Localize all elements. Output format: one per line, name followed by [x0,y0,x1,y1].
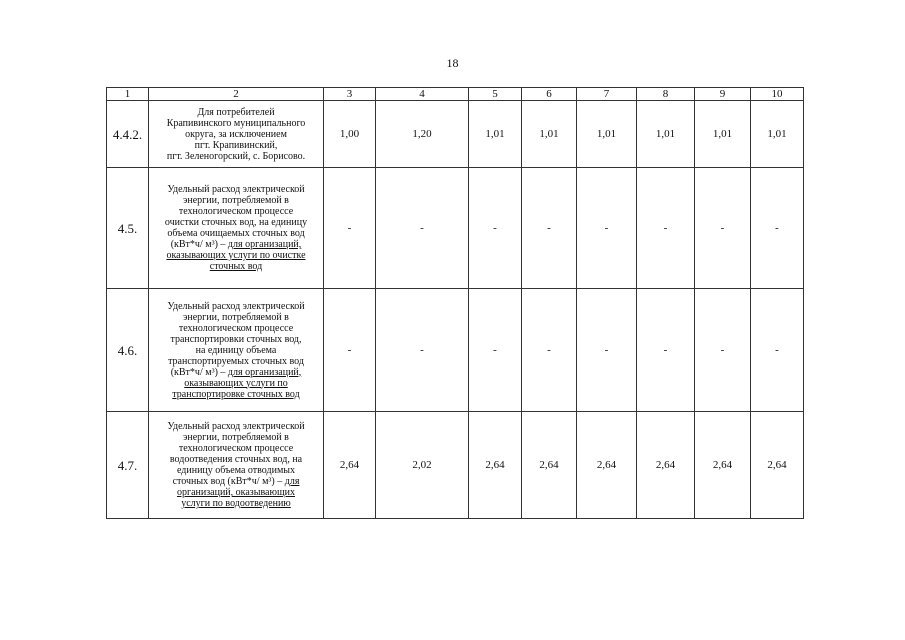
desc-line: транспортируемых сточных вод [168,355,304,367]
value-cell: 2,02 [376,412,469,519]
row-description [149,289,324,412]
desc-line: водоотведения сточных вод, на [169,454,303,465]
desc-line: единицу объема отводимых [176,465,296,476]
value-cell: - [324,289,376,412]
desc-line-underlined: организаций, оказывающих [176,487,296,498]
value-cell: 1,00 [324,101,376,168]
header-cell: 1 [107,88,149,101]
header-cell: 2 [149,88,324,101]
row-description [149,101,324,168]
desc-line: объема очищаемых сточных вод [167,228,305,239]
value-cell: 2,64 [577,412,637,519]
desc-line-underlined: для организаций, [227,239,302,250]
desc-line-underlined: оказывающих услуги по очистке [166,250,306,261]
desc-line: на единицу объема [195,344,277,356]
row-number: 4.7. [107,412,149,519]
header-cell: 4 [376,88,469,101]
desc-line: Удельный расход электрической [167,184,305,195]
header-cell: 5 [469,88,522,101]
header-cell: 8 [637,88,695,101]
value-cell: - [469,168,522,289]
desc-line-underlined: транспортировке сточных вод [172,388,300,400]
unit-text: (кВт*ч/ м³) – [170,239,228,250]
desc-line: сточных вод [172,476,228,487]
desc-line: очистки сточных вод, на единицу [164,217,308,228]
table-row [107,101,804,168]
value-cell: - [751,289,804,412]
table-row [107,289,804,412]
value-cell: 2,64 [324,412,376,519]
data-table [106,87,804,519]
value-cell: 2,64 [522,412,577,519]
value-cell: - [577,168,637,289]
value-cell: 1,01 [637,101,695,168]
row-number: 4.4.2. [107,101,149,168]
value-cell: 1,01 [577,101,637,168]
desc-line: технологическом процессе [178,206,294,217]
desc-line: транспортировки сточных вод, [170,333,302,345]
value-cell: - [376,289,469,412]
desc-line: технологическом процессе [178,322,294,334]
row-description [149,412,324,519]
value-cell: - [376,168,469,289]
value-cell: 1,01 [469,101,522,168]
value-cell: 2,64 [469,412,522,519]
desc-line-underlined: оказывающих услуги по [184,377,288,389]
desc-line-underlined: для [284,476,300,487]
desc-line: пгт. Зеленогорский, с. Борисово. [166,150,306,162]
value-cell: - [637,168,695,289]
value-cell: - [577,289,637,412]
value-cell: - [469,289,522,412]
value-cell: 1,01 [695,101,751,168]
value-cell: - [637,289,695,412]
desc-line-underlined: сточных вод [209,261,263,272]
row-number: 4.6. [107,289,149,412]
value-cell: 2,64 [695,412,751,519]
header-cell: 9 [695,88,751,101]
value-cell: - [751,168,804,289]
desc-line: Для потребителей [197,106,275,118]
table-row [107,412,804,519]
row-number: 4.5. [107,168,149,289]
value-cell: 2,64 [637,412,695,519]
value-cell: - [695,289,751,412]
table-row [107,168,804,289]
desc-line: энергии, потребляемой в [183,432,289,443]
value-cell: - [522,168,577,289]
desc-line: энергии, потребляемой в [183,195,289,206]
unit-text: (кВт*ч/ м³) – [227,476,285,487]
value-cell: - [695,168,751,289]
row-description [149,168,324,289]
value-cell: 1,20 [376,101,469,168]
desc-line: Крапивинского муниципального [166,117,306,129]
desc-line: округа, за исключением [185,128,287,140]
value-cell: 1,01 [522,101,577,168]
value-cell: - [324,168,376,289]
desc-line-underlined: услуги по водоотведению [181,498,291,509]
desc-line-underlined: для организаций, [227,366,302,378]
value-cell: - [522,289,577,412]
value-cell: 1,01 [751,101,804,168]
header-cell: 7 [577,88,637,101]
header-cell: 10 [751,88,804,101]
unit-text: (кВт*ч/ м³) – [170,366,228,378]
value-cell: 2,64 [751,412,804,519]
desc-line: технологическом процессе [178,443,294,454]
page-number: 18 [446,56,459,70]
header-row [107,88,804,101]
desc-line: пгт. Крапивинский, [194,139,278,151]
desc-line: Удельный расход электрической [167,421,305,432]
desc-line: Удельный расход электрической [167,300,305,312]
desc-line: энергии, потребляемой в [183,311,289,323]
header-cell: 3 [324,88,376,101]
header-cell: 6 [522,88,577,101]
